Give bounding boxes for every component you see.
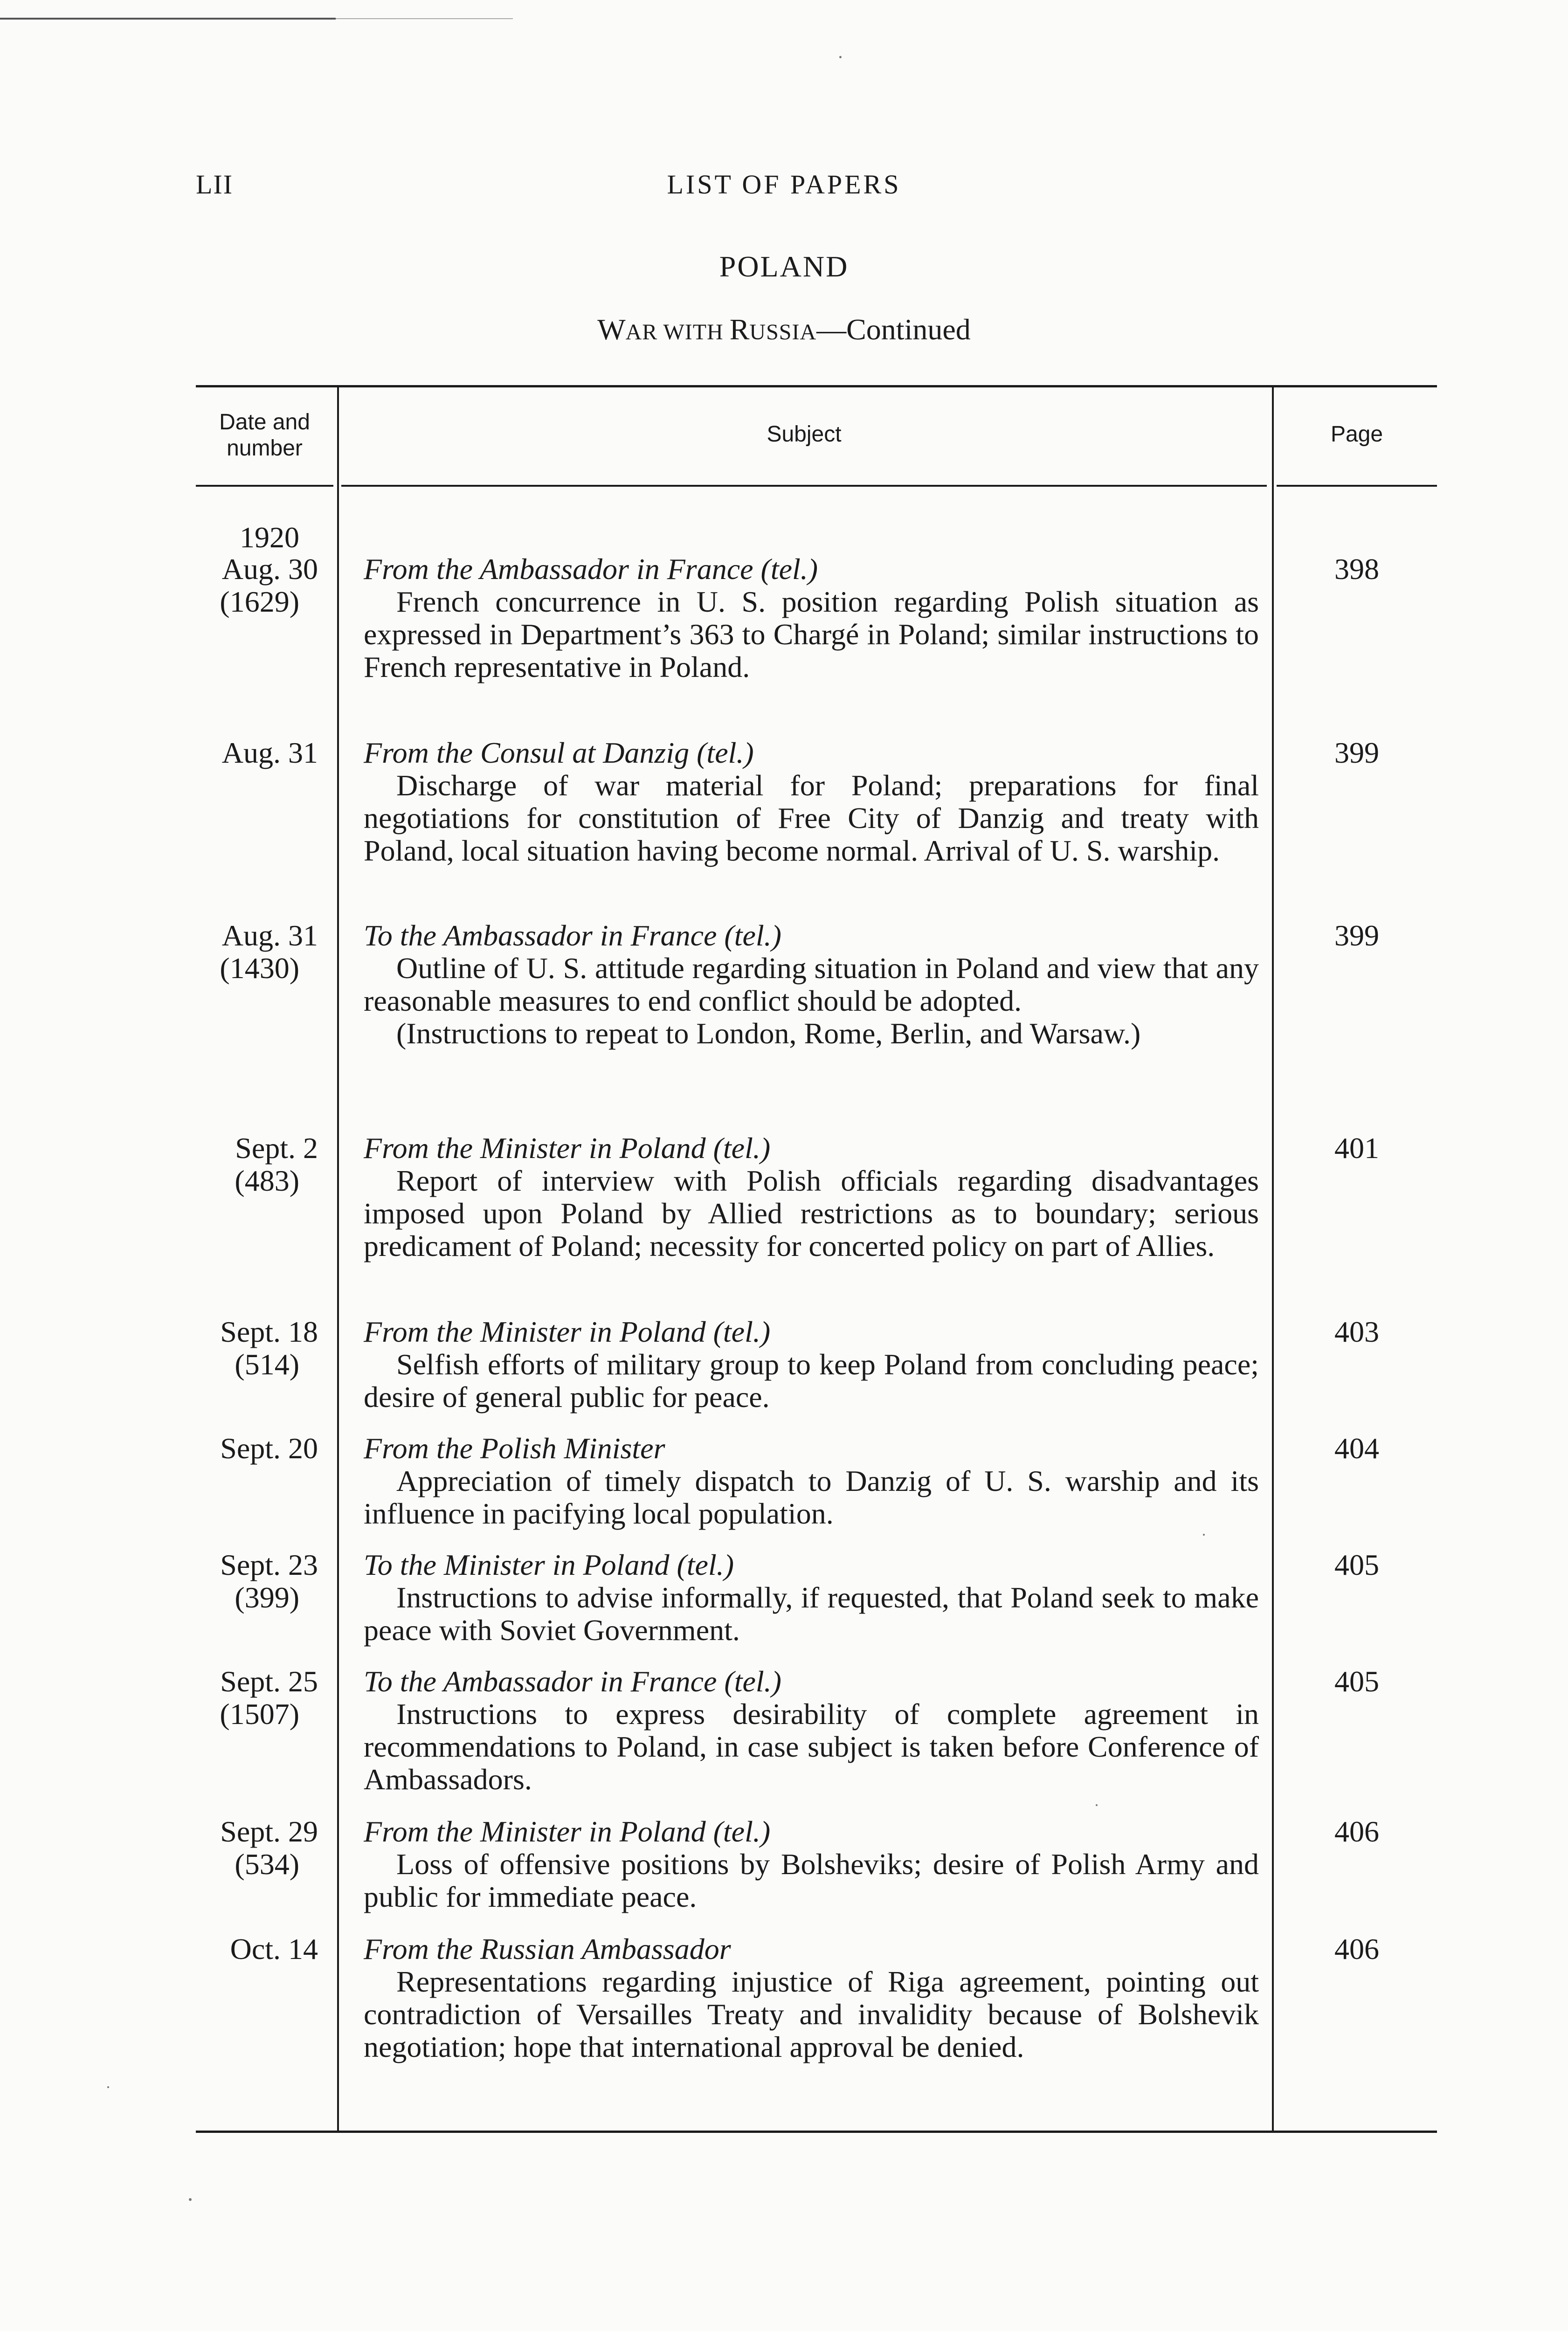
- entry-page: 403: [1334, 1315, 1379, 1348]
- entry-number: (399): [235, 1581, 299, 1614]
- page-number: LII: [196, 169, 234, 200]
- entry-number: (483): [235, 1164, 299, 1197]
- entry-date: Aug. 31: [221, 736, 318, 769]
- scan-speck: [839, 56, 842, 58]
- entry-number: (1507): [220, 1697, 299, 1731]
- year-label: 1920: [240, 521, 299, 554]
- entry-number: (534): [235, 1848, 299, 1881]
- entry-page: 404: [1334, 1432, 1379, 1465]
- entry-subject: To the Ambassador in France (tel.) Instructions to express desirability of complete agreement in recommendations to Poland, in case subject is taken before Conference of Ambassadors.: [364, 1665, 1259, 1796]
- section-heading: WAR WITH RUSSIA—Continued: [597, 313, 971, 346]
- entry-page: 401: [1334, 1131, 1379, 1165]
- entry-subject: From the Ambassador in France (tel.) French concurrence in U. S. position regarding Polish situation as expressed in Department’s 363 to Chargé in Poland; similar instructions to French representative in Poland.: [364, 552, 1259, 683]
- scan-speck: [1096, 1804, 1098, 1806]
- entry-subject: From the Consul at Danzig (tel.) Discharge of war material for Poland; preparations for final negotiations for constitution of Free City of Danzig and treaty with Poland, local situation having become normal. Arrival of U. S. warship.: [364, 736, 1259, 867]
- entry-subject: From the Polish Minister Appreciation of timely dispatch to Danzig of U. S. warship and its influence in pacifying local population.: [364, 1432, 1259, 1530]
- entry-number: (514): [235, 1348, 299, 1381]
- entry-date: Sept. 2: [235, 1131, 318, 1165]
- scan-speck: [189, 2198, 192, 2201]
- header-rule-date: [196, 485, 333, 487]
- entry-date: Oct. 14: [230, 1932, 318, 1965]
- entry-page: 399: [1334, 919, 1379, 952]
- entry-subject: From the Minister in Poland (tel.) Selfish efforts of military group to keep Poland from concluding peace; desire of general public for peace.: [364, 1315, 1259, 1414]
- entry-date: Aug. 31: [221, 919, 318, 952]
- entry-subject: To the Minister in Poland (tel.) Instructions to advise informally, if requested, that Poland seek to make peace with Soviet Government.: [364, 1548, 1259, 1647]
- entry-date: Sept. 29: [220, 1815, 318, 1848]
- column-divider-right: [1272, 386, 1274, 2131]
- top-edge-rule: [0, 18, 336, 20]
- entry-page: 398: [1334, 552, 1379, 586]
- column-divider-left: [337, 386, 339, 2131]
- entry-subject: To the Ambassador in France (tel.) Outline of U. S. attitude regarding situation in Poland and view that any reasonable measures to end conflict should be adopted. (Instructions to repeat to London, Rome, Berlin, and Warsaw.): [364, 919, 1259, 1050]
- entry-date: Sept. 23: [220, 1548, 318, 1581]
- entry-date: Aug. 30: [221, 552, 318, 586]
- running-title: LIST OF PAPERS: [667, 169, 901, 200]
- scan-speck: [1203, 1534, 1205, 1536]
- header-page: Page: [1330, 422, 1383, 447]
- entry-subject: From the Minister in Poland (tel.) Report of interview with Polish officials regarding disadvantages imposed upon Poland by Allied restrictions as to boundary; serious predicament of Poland; necessity for concerted policy on part of Allies.: [364, 1131, 1259, 1262]
- entry-page: 399: [1334, 736, 1379, 769]
- entry-date: Sept. 20: [220, 1432, 318, 1465]
- entry-number: (1629): [220, 585, 299, 618]
- header-date-number: Date and number: [219, 410, 310, 461]
- entry-page: 406: [1334, 1815, 1379, 1848]
- entry-subject: From the Minister in Poland (tel.) Loss of offensive positions by Bolsheviks; desire of Polish Army and public for immediate peace.: [364, 1815, 1259, 1913]
- entry-page: 405: [1334, 1665, 1379, 1698]
- entry-page: 405: [1334, 1548, 1379, 1581]
- country-heading: POLAND: [719, 250, 849, 283]
- header-rule-subject: [341, 485, 1267, 487]
- top-edge-rule-faded: [336, 18, 513, 19]
- entry-subject: From the Russian Ambassador Representations regarding injustice of Riga agreement, pointing out contradiction of Versailles Treaty and invalidity because of Bolshevik negotiation; hope that international approval be denied.: [364, 1932, 1259, 2063]
- entry-date: Sept. 18: [220, 1315, 318, 1348]
- entry-date: Sept. 25: [220, 1665, 318, 1698]
- header-rule-page: [1277, 485, 1437, 487]
- table-top-rule: [196, 385, 1437, 387]
- scan-speck: [107, 2086, 109, 2088]
- entry-number: (1430): [220, 952, 299, 985]
- entry-page: 406: [1334, 1932, 1379, 1965]
- header-subject: Subject: [767, 422, 842, 447]
- table-bottom-rule: [196, 2131, 1437, 2133]
